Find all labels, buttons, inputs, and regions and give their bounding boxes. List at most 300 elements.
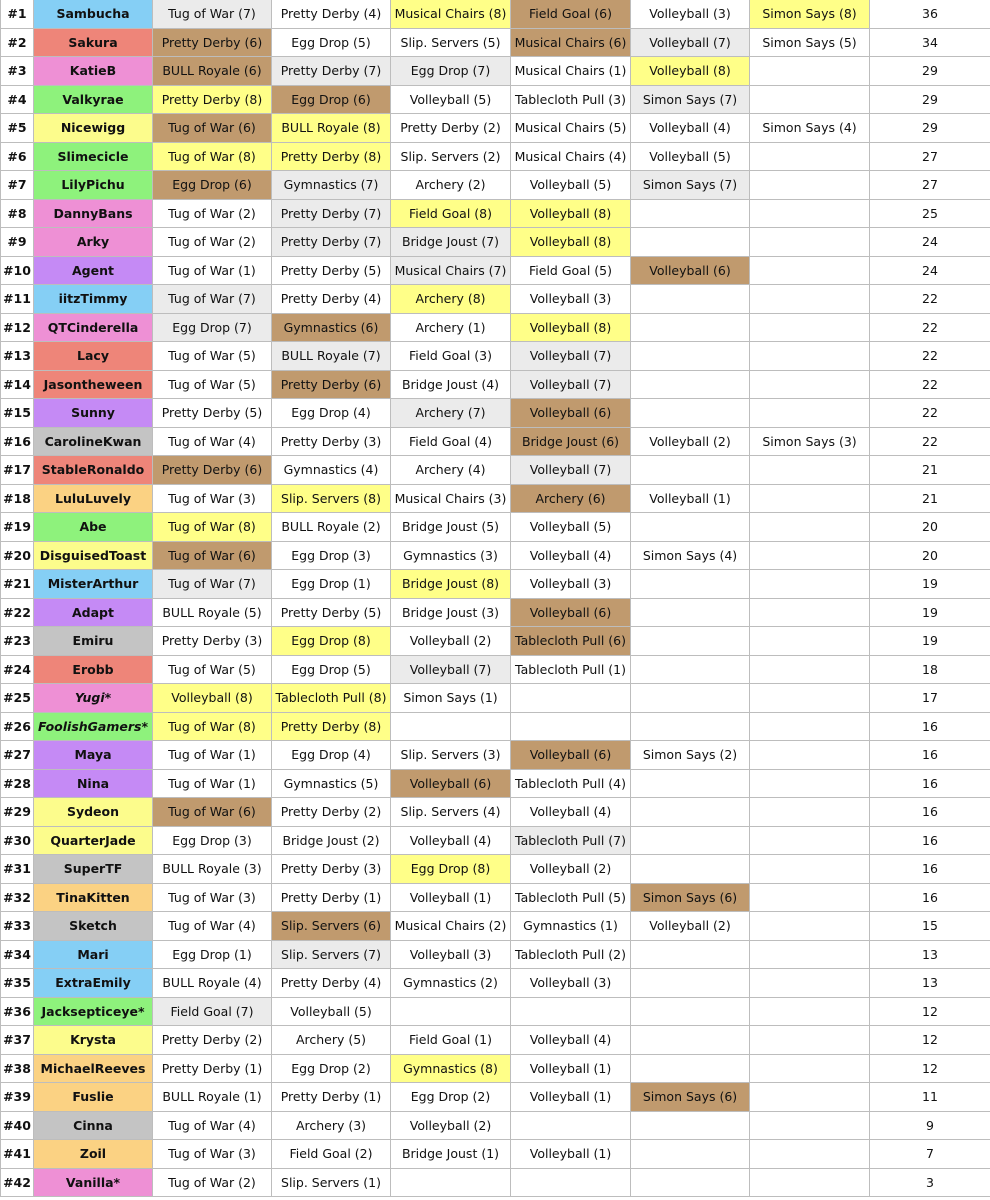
event-cell: Tug of War (2)	[153, 199, 272, 228]
event-cell: Slip. Servers (3)	[391, 741, 511, 770]
event-cell: Volleyball (1)	[631, 484, 750, 513]
event-cell: Volleyball (4)	[391, 826, 511, 855]
event-cell	[750, 256, 870, 285]
player-name-cell: Jasontheween	[34, 370, 153, 399]
rank-cell: #8	[1, 199, 34, 228]
player-name-cell: ExtraEmily	[34, 969, 153, 998]
rank-cell: #5	[1, 114, 34, 143]
event-cell	[631, 940, 750, 969]
event-cell: Pretty Derby (7)	[272, 228, 391, 257]
rank-cell: #27	[1, 741, 34, 770]
event-cell	[750, 313, 870, 342]
player-name-cell: Sydeon	[34, 798, 153, 827]
event-cell: Archery (6)	[511, 484, 631, 513]
table-row	[1, 142, 990, 171]
event-cell: Egg Drop (7)	[391, 57, 511, 86]
event-cell	[750, 1054, 870, 1083]
event-cell: Volleyball (7)	[511, 370, 631, 399]
event-cell: Volleyball (7)	[631, 28, 750, 57]
event-cell: BULL Royale (8)	[272, 114, 391, 143]
rank-cell: #29	[1, 798, 34, 827]
event-cell: Field Goal (5)	[511, 256, 631, 285]
player-name-cell: Krysta	[34, 1026, 153, 1055]
event-cell	[631, 598, 750, 627]
event-cell	[750, 1168, 870, 1197]
total-points-cell: 24	[870, 256, 990, 285]
event-cell: Gymnastics (8)	[391, 1054, 511, 1083]
event-cell: Volleyball (5)	[511, 171, 631, 200]
event-cell	[631, 313, 750, 342]
event-cell: Volleyball (7)	[391, 655, 511, 684]
player-name-cell: Jacksepticeye*	[34, 997, 153, 1026]
event-cell: Pretty Derby (8)	[153, 85, 272, 114]
event-cell: Archery (4)	[391, 456, 511, 485]
player-name-cell: Mari	[34, 940, 153, 969]
table-row	[1, 1054, 990, 1083]
total-points-cell: 27	[870, 171, 990, 200]
event-cell	[631, 1140, 750, 1169]
total-points-cell: 16	[870, 712, 990, 741]
rank-cell: #4	[1, 85, 34, 114]
player-name-cell: FoolishGamers*	[34, 712, 153, 741]
total-points-cell: 16	[870, 883, 990, 912]
event-cell: Simon Says (4)	[750, 114, 870, 143]
event-cell: Simon Says (7)	[631, 171, 750, 200]
event-cell	[631, 769, 750, 798]
player-name-cell: LuluLuvely	[34, 484, 153, 513]
event-cell: BULL Royale (5)	[153, 598, 272, 627]
event-cell	[631, 855, 750, 884]
player-name-cell: KatieB	[34, 57, 153, 86]
rank-cell: #15	[1, 399, 34, 428]
total-points-cell: 22	[870, 285, 990, 314]
player-name-cell: Sakura	[34, 28, 153, 57]
event-cell: Egg Drop (3)	[153, 826, 272, 855]
player-name-cell: SuperTF	[34, 855, 153, 884]
event-cell	[750, 798, 870, 827]
rank-cell: #25	[1, 684, 34, 713]
event-cell	[631, 1026, 750, 1055]
event-cell	[631, 370, 750, 399]
event-cell: Bridge Joust (2)	[272, 826, 391, 855]
event-cell: Tug of War (3)	[153, 883, 272, 912]
event-cell: Slip. Servers (6)	[272, 912, 391, 941]
event-cell: Volleyball (6)	[391, 769, 511, 798]
event-cell: Volleyball (1)	[511, 1140, 631, 1169]
event-cell	[631, 285, 750, 314]
event-cell: Volleyball (5)	[511, 513, 631, 542]
event-cell	[750, 1140, 870, 1169]
event-cell: Volleyball (5)	[391, 85, 511, 114]
event-cell: Volleyball (8)	[511, 228, 631, 257]
event-cell	[750, 1083, 870, 1112]
player-name-cell: Fuslie	[34, 1083, 153, 1112]
event-cell: Pretty Derby (7)	[272, 199, 391, 228]
event-cell	[750, 541, 870, 570]
rank-cell: #30	[1, 826, 34, 855]
event-cell: Volleyball (4)	[631, 114, 750, 143]
table-row	[1, 456, 990, 485]
event-cell	[631, 826, 750, 855]
total-points-cell: 25	[870, 199, 990, 228]
event-cell: Archery (2)	[391, 171, 511, 200]
player-name-cell: Abe	[34, 513, 153, 542]
event-cell: BULL Royale (6)	[153, 57, 272, 86]
table-row	[1, 598, 990, 627]
total-points-cell: 13	[870, 969, 990, 998]
event-cell	[750, 57, 870, 86]
table-row	[1, 997, 990, 1026]
total-points-cell: 22	[870, 399, 990, 428]
event-cell: Simon Says (4)	[631, 541, 750, 570]
event-cell: Volleyball (3)	[391, 940, 511, 969]
event-cell: Egg Drop (5)	[272, 28, 391, 57]
event-cell: Volleyball (4)	[511, 541, 631, 570]
event-cell: Volleyball (6)	[511, 598, 631, 627]
event-cell: Bridge Joust (5)	[391, 513, 511, 542]
total-points-cell: 12	[870, 1054, 990, 1083]
event-cell: Archery (1)	[391, 313, 511, 342]
event-cell	[750, 655, 870, 684]
event-cell	[511, 712, 631, 741]
event-cell: Tug of War (6)	[153, 798, 272, 827]
table-row	[1, 627, 990, 656]
player-name-cell: DannyBans	[34, 199, 153, 228]
event-cell: Volleyball (7)	[511, 342, 631, 371]
player-name-cell: Nicewigg	[34, 114, 153, 143]
event-cell: Gymnastics (5)	[272, 769, 391, 798]
total-points-cell: 24	[870, 228, 990, 257]
event-cell: Slip. Servers (5)	[391, 28, 511, 57]
event-cell: Tug of War (8)	[153, 712, 272, 741]
rank-cell: #18	[1, 484, 34, 513]
event-cell: Tablecloth Pull (1)	[511, 655, 631, 684]
player-name-cell: Maya	[34, 741, 153, 770]
event-cell: Volleyball (2)	[391, 627, 511, 656]
event-cell: Musical Chairs (7)	[391, 256, 511, 285]
event-cell: Pretty Derby (4)	[272, 285, 391, 314]
table-row	[1, 798, 990, 827]
event-cell	[750, 484, 870, 513]
total-points-cell: 29	[870, 57, 990, 86]
rank-cell: #2	[1, 28, 34, 57]
table-row	[1, 855, 990, 884]
event-cell: Simon Says (2)	[631, 741, 750, 770]
total-points-cell: 13	[870, 940, 990, 969]
event-cell: Gymnastics (6)	[272, 313, 391, 342]
event-cell: Bridge Joust (1)	[391, 1140, 511, 1169]
event-cell: Volleyball (3)	[511, 570, 631, 599]
event-cell	[750, 228, 870, 257]
event-cell	[511, 997, 631, 1026]
event-cell: Tug of War (7)	[153, 285, 272, 314]
player-name-cell: Agent	[34, 256, 153, 285]
event-cell: Simon Says (1)	[391, 684, 511, 713]
table-row	[1, 513, 990, 542]
total-points-cell: 22	[870, 342, 990, 371]
rank-cell: #26	[1, 712, 34, 741]
table-row	[1, 1140, 990, 1169]
event-cell	[511, 1168, 631, 1197]
event-cell: Pretty Derby (3)	[153, 627, 272, 656]
event-cell: Slip. Servers (8)	[272, 484, 391, 513]
total-points-cell: 21	[870, 456, 990, 485]
event-cell: Tablecloth Pull (3)	[511, 85, 631, 114]
event-cell: Volleyball (2)	[391, 1111, 511, 1140]
total-points-cell: 19	[870, 598, 990, 627]
event-cell: Simon Says (7)	[631, 85, 750, 114]
event-cell: Simon Says (5)	[750, 28, 870, 57]
event-cell: BULL Royale (2)	[272, 513, 391, 542]
event-cell: Tablecloth Pull (7)	[511, 826, 631, 855]
event-cell: Tug of War (8)	[153, 513, 272, 542]
total-points-cell: 29	[870, 114, 990, 143]
event-cell	[750, 1111, 870, 1140]
event-cell: BULL Royale (1)	[153, 1083, 272, 1112]
total-points-cell: 3	[870, 1168, 990, 1197]
event-cell: Egg Drop (5)	[272, 655, 391, 684]
player-name-cell: Nina	[34, 769, 153, 798]
event-cell: Tug of War (6)	[153, 541, 272, 570]
event-cell: Tablecloth Pull (2)	[511, 940, 631, 969]
event-cell	[750, 199, 870, 228]
event-cell: Tug of War (3)	[153, 484, 272, 513]
table-row	[1, 712, 990, 741]
player-name-cell: MichaelReeves	[34, 1054, 153, 1083]
total-points-cell: 16	[870, 741, 990, 770]
player-name-cell: Sambucha	[34, 0, 153, 28]
table-row	[1, 1168, 990, 1197]
event-cell	[631, 798, 750, 827]
rank-cell: #39	[1, 1083, 34, 1112]
player-name-cell: Erobb	[34, 655, 153, 684]
event-cell	[631, 342, 750, 371]
total-points-cell: 17	[870, 684, 990, 713]
event-cell	[391, 997, 511, 1026]
event-cell	[631, 655, 750, 684]
event-cell: Tablecloth Pull (5)	[511, 883, 631, 912]
event-cell	[750, 997, 870, 1026]
event-cell	[750, 142, 870, 171]
total-points-cell: 22	[870, 313, 990, 342]
event-cell: Musical Chairs (4)	[511, 142, 631, 171]
event-cell: Egg Drop (4)	[272, 399, 391, 428]
event-cell: Egg Drop (7)	[153, 313, 272, 342]
table-row	[1, 826, 990, 855]
rank-cell: #21	[1, 570, 34, 599]
event-cell: Tug of War (5)	[153, 655, 272, 684]
total-points-cell: 16	[870, 826, 990, 855]
event-cell: Pretty Derby (8)	[272, 142, 391, 171]
total-points-cell: 7	[870, 1140, 990, 1169]
event-cell: Pretty Derby (1)	[272, 883, 391, 912]
total-points-cell: 27	[870, 142, 990, 171]
event-cell: Pretty Derby (2)	[272, 798, 391, 827]
rank-cell: #37	[1, 1026, 34, 1055]
event-cell	[750, 684, 870, 713]
event-cell: Tablecloth Pull (4)	[511, 769, 631, 798]
player-name-cell: Zoil	[34, 1140, 153, 1169]
event-cell	[631, 1168, 750, 1197]
total-points-cell: 16	[870, 798, 990, 827]
total-points-cell: 12	[870, 997, 990, 1026]
event-cell	[750, 171, 870, 200]
event-cell: Field Goal (8)	[391, 199, 511, 228]
event-cell: Pretty Derby (8)	[272, 712, 391, 741]
player-name-cell: Slimecicle	[34, 142, 153, 171]
player-name-cell: CarolineKwan	[34, 427, 153, 456]
total-points-cell: 22	[870, 370, 990, 399]
event-cell: BULL Royale (4)	[153, 969, 272, 998]
table-row	[1, 541, 990, 570]
event-cell: Slip. Servers (1)	[272, 1168, 391, 1197]
event-cell: Egg Drop (6)	[153, 171, 272, 200]
event-cell: Tug of War (1)	[153, 741, 272, 770]
event-cell: Archery (5)	[272, 1026, 391, 1055]
event-cell: Simon Says (6)	[631, 883, 750, 912]
event-cell: Pretty Derby (2)	[153, 1026, 272, 1055]
table-row	[1, 256, 990, 285]
event-cell: Field Goal (2)	[272, 1140, 391, 1169]
event-cell: Simon Says (8)	[750, 0, 870, 28]
event-cell: Simon Says (3)	[750, 427, 870, 456]
event-cell: Volleyball (6)	[511, 399, 631, 428]
table-row	[1, 28, 990, 57]
event-cell: Archery (7)	[391, 399, 511, 428]
rank-cell: #16	[1, 427, 34, 456]
rank-cell: #3	[1, 57, 34, 86]
event-cell	[750, 741, 870, 770]
table-row	[1, 199, 990, 228]
event-cell: Egg Drop (6)	[272, 85, 391, 114]
event-cell	[750, 85, 870, 114]
event-cell: BULL Royale (7)	[272, 342, 391, 371]
event-cell: Egg Drop (1)	[153, 940, 272, 969]
event-cell: Bridge Joust (8)	[391, 570, 511, 599]
event-cell: Bridge Joust (4)	[391, 370, 511, 399]
event-cell: Tug of War (4)	[153, 427, 272, 456]
event-cell	[750, 598, 870, 627]
event-cell: Pretty Derby (4)	[272, 969, 391, 998]
event-cell: Egg Drop (1)	[272, 570, 391, 599]
event-cell	[631, 570, 750, 599]
event-cell: Pretty Derby (2)	[391, 114, 511, 143]
table-row	[1, 655, 990, 684]
event-cell: Volleyball (4)	[511, 798, 631, 827]
player-name-cell: Adapt	[34, 598, 153, 627]
event-cell	[631, 456, 750, 485]
event-cell: Egg Drop (3)	[272, 541, 391, 570]
table-row	[1, 969, 990, 998]
event-cell: Field Goal (7)	[153, 997, 272, 1026]
event-cell: Volleyball (8)	[153, 684, 272, 713]
player-name-cell: QTCinderella	[34, 313, 153, 342]
rank-cell: #23	[1, 627, 34, 656]
total-points-cell: 20	[870, 541, 990, 570]
table-row	[1, 1111, 990, 1140]
event-cell: Pretty Derby (1)	[153, 1054, 272, 1083]
event-cell	[750, 1026, 870, 1055]
table-row	[1, 427, 990, 456]
total-points-cell: 20	[870, 513, 990, 542]
event-cell: Egg Drop (8)	[391, 855, 511, 884]
table-row	[1, 1026, 990, 1055]
table-row	[1, 370, 990, 399]
event-cell: Pretty Derby (3)	[272, 427, 391, 456]
rank-cell: #42	[1, 1168, 34, 1197]
table-row	[1, 570, 990, 599]
event-cell	[631, 627, 750, 656]
event-cell: Archery (3)	[272, 1111, 391, 1140]
event-cell	[750, 769, 870, 798]
rank-cell: #33	[1, 912, 34, 941]
event-cell: Volleyball (1)	[511, 1054, 631, 1083]
total-points-cell: 15	[870, 912, 990, 941]
event-cell: Musical Chairs (5)	[511, 114, 631, 143]
event-cell: Volleyball (8)	[511, 313, 631, 342]
rank-cell: #40	[1, 1111, 34, 1140]
event-cell: Gymnastics (1)	[511, 912, 631, 941]
event-cell: Field Goal (6)	[511, 0, 631, 28]
event-cell: Tablecloth Pull (6)	[511, 627, 631, 656]
event-cell	[750, 969, 870, 998]
table-row	[1, 114, 990, 143]
event-cell	[511, 1111, 631, 1140]
event-cell: Pretty Derby (6)	[272, 370, 391, 399]
table-row	[1, 769, 990, 798]
total-points-cell: 29	[870, 85, 990, 114]
event-cell: Pretty Derby (5)	[153, 399, 272, 428]
event-cell: Pretty Derby (3)	[272, 855, 391, 884]
event-cell	[391, 712, 511, 741]
event-cell: Volleyball (2)	[631, 427, 750, 456]
total-points-cell: 12	[870, 1026, 990, 1055]
player-name-cell: QuarterJade	[34, 826, 153, 855]
event-cell: Pretty Derby (6)	[153, 28, 272, 57]
event-cell: Volleyball (2)	[631, 912, 750, 941]
event-cell	[750, 570, 870, 599]
event-cell: Volleyball (3)	[631, 0, 750, 28]
rank-cell: #22	[1, 598, 34, 627]
event-cell: Pretty Derby (1)	[272, 1083, 391, 1112]
event-cell	[511, 684, 631, 713]
total-points-cell: 11	[870, 1083, 990, 1112]
event-cell: Simon Says (6)	[631, 1083, 750, 1112]
event-cell: Volleyball (5)	[631, 142, 750, 171]
rank-cell: #36	[1, 997, 34, 1026]
total-points-cell: 18	[870, 655, 990, 684]
event-cell	[631, 969, 750, 998]
event-cell: Egg Drop (2)	[272, 1054, 391, 1083]
table-row	[1, 85, 990, 114]
table-row	[1, 399, 990, 428]
rank-cell: #24	[1, 655, 34, 684]
player-name-cell: Emiru	[34, 627, 153, 656]
event-cell: Pretty Derby (7)	[272, 57, 391, 86]
event-cell: BULL Royale (3)	[153, 855, 272, 884]
event-cell	[750, 456, 870, 485]
event-cell	[631, 1054, 750, 1083]
event-cell: Pretty Derby (6)	[153, 456, 272, 485]
event-cell: Tug of War (1)	[153, 769, 272, 798]
player-name-cell: Lacy	[34, 342, 153, 371]
table-row	[1, 342, 990, 371]
player-name-cell: Vanilla*	[34, 1168, 153, 1197]
event-cell: Gymnastics (7)	[272, 171, 391, 200]
table-row	[1, 912, 990, 941]
table-row	[1, 228, 990, 257]
event-cell: Bridge Joust (6)	[511, 427, 631, 456]
